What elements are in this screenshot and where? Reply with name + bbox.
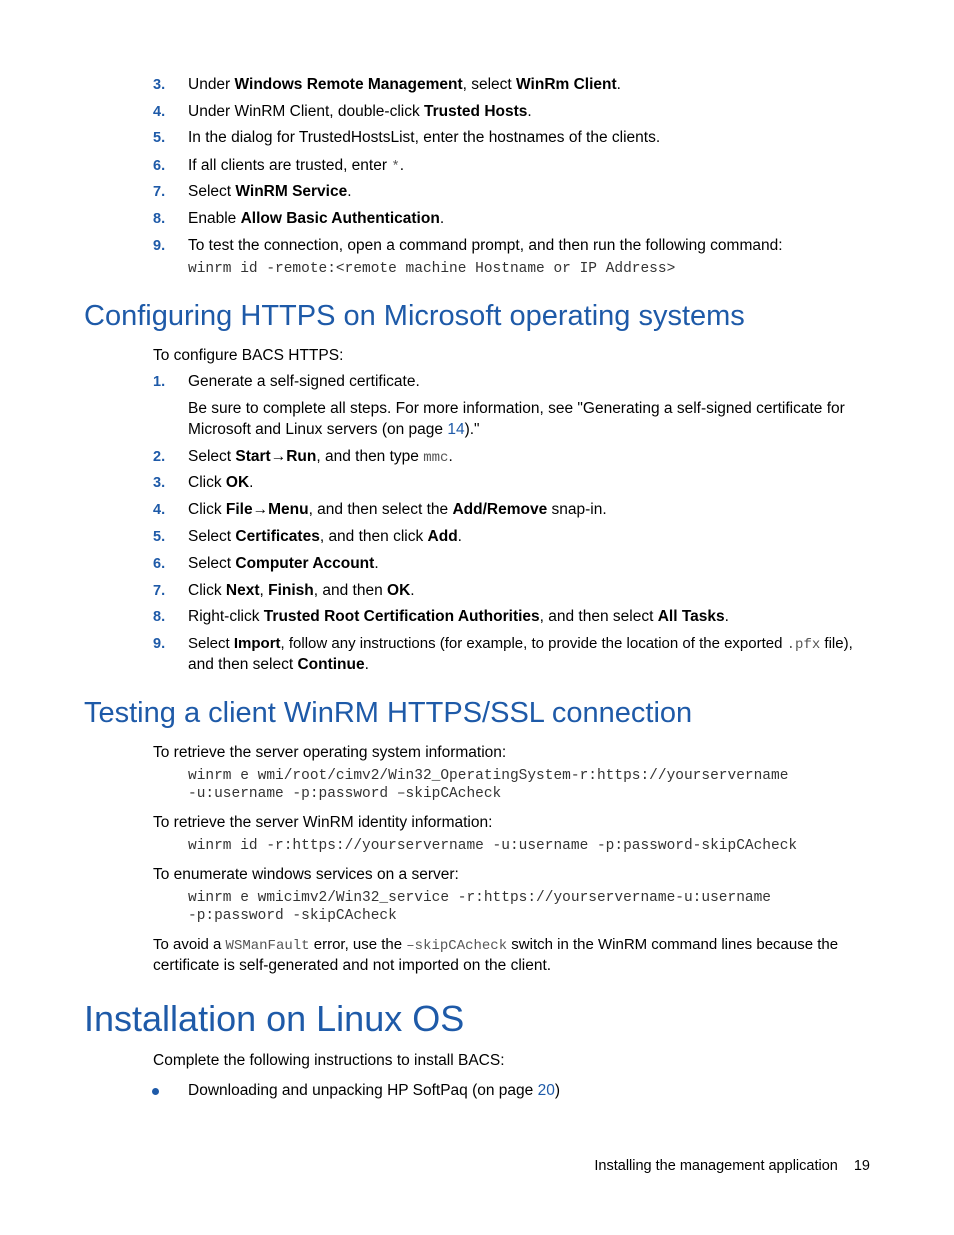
page-link[interactable]: 14 — [447, 421, 465, 438]
step-number: 5. — [153, 529, 166, 545]
code-block: winrm e wmi/root/cimv2/Win32_OperatingSystem-r:https://yourservername — [188, 768, 789, 784]
step-text: In the dialog for TrustedHostsList, enter the hostnames of the clients. — [188, 129, 661, 146]
step-text: To test the connection, open a command prompt, and then run the following command: — [188, 237, 783, 254]
code-block: -p:password -skipCAcheck — [188, 908, 397, 924]
page-number: 19 — [853, 1158, 870, 1174]
step-text: Click File→Menu, and then select the Add/Remove snap-in. — [188, 501, 607, 518]
step-number: 8. — [153, 211, 166, 227]
step-text: If all clients are trusted, enter *. — [188, 157, 405, 175]
step-number: 6. — [153, 556, 166, 572]
step-number: 4. — [153, 104, 166, 120]
step-text: Select WinRM Service. — [188, 183, 352, 200]
section-heading: Testing a client WinRM HTTPS/SSL connection — [84, 697, 693, 729]
body-text: To enumerate windows services on a server: — [153, 866, 459, 883]
page-footer — [594, 1158, 870, 1174]
step-number: 7. — [153, 184, 166, 200]
step-number: 7. — [153, 583, 166, 599]
step-number: 5. — [153, 130, 166, 146]
step-number: 1. — [153, 374, 166, 390]
step-text: Select Import, follow any instructions (for example, to provide the location of the exported .pfx file), — [188, 635, 853, 653]
step-text: Generate a self-signed certificate. — [188, 373, 420, 390]
list-item: Downloading and unpacking HP SoftPaq (on page 20) — [188, 1082, 560, 1099]
code-block: -u:username -p:password –skipCAcheck — [188, 786, 502, 802]
code-block: winrm id -remote:<remote machine Hostname or IP Address> — [188, 261, 676, 277]
footer-title: Installing the management application — [594, 1158, 838, 1174]
step-text: Click OK. — [188, 474, 254, 491]
code-block: winrm id -r:https://yourservername -u:username -p:password-skipCAcheck — [188, 838, 798, 854]
step-text: Under Windows Remote Management, select WinRm Client. — [188, 76, 621, 93]
step-text: Right-click Trusted Root Certification Authorities, and then select All Tasks. — [188, 608, 729, 625]
body-text: To retrieve the server operating system information: — [153, 744, 507, 761]
chapter-heading: Installation on Linux OS — [84, 998, 465, 1039]
step-text: Select Start→Run, and then type mmc. — [188, 448, 453, 466]
step-number: 3. — [153, 77, 166, 93]
section-heading: Configuring HTTPS on Microsoft operating systems — [84, 300, 745, 332]
step-text: Enable Allow Basic Authentication. — [188, 210, 445, 227]
step-text: and then select Continue. — [188, 656, 369, 673]
step-number: 2. — [153, 449, 166, 465]
body-text: To avoid a WSManFault error, use the –skipCAcheck switch in the WinRM command lines because the — [153, 936, 839, 954]
step-number: 9. — [153, 238, 166, 254]
page-link[interactable]: 20 — [537, 1082, 555, 1099]
step-number: 3. — [153, 475, 166, 491]
step-number: 6. — [153, 158, 166, 174]
body-text: certificate is self-generated and not imported on the client. — [153, 957, 552, 974]
step-text: Select Certificates, and then click Add. — [188, 528, 462, 545]
intro-text: Complete the following instructions to install BACS: — [153, 1052, 505, 1069]
step-number: 4. — [153, 502, 166, 518]
step-text: Under WinRM Client, double-click Trusted Hosts. — [188, 103, 532, 120]
step-number: 8. — [153, 609, 166, 625]
step-note: Microsoft and Linux servers (on page 14)." — [188, 421, 480, 438]
step-number: 9. — [153, 636, 166, 652]
body-text: To retrieve the server WinRM identity information: — [153, 814, 493, 831]
step-text: Select Computer Account. — [188, 555, 379, 572]
step-text: Click Next, Finish, and then OK. — [188, 582, 415, 599]
bullet-icon — [152, 1088, 159, 1095]
step-note: Be sure to complete all steps. For more information, see "Generating a self-signed certificate for — [188, 400, 845, 417]
intro-text: To configure BACS HTTPS: — [153, 347, 344, 364]
code-block: winrm e wmicimv2/Win32_service -r:https://yourservername-u:username — [188, 890, 771, 906]
